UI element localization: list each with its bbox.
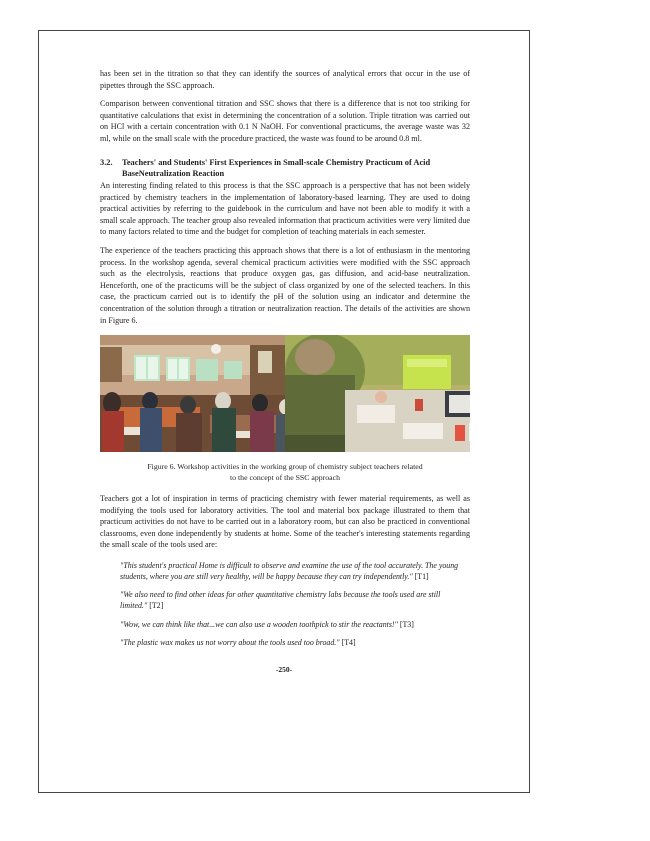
page-content <box>100 68 470 655</box>
quote-item <box>120 637 464 648</box>
quote-text: "This student's practical Home is difficult to observe and examine the use of the tool accurately. The young students, where you are still very healthy, will be happy because they can try independently." <box>120 560 459 582</box>
quote-text: "The plastic wax makes us not worry about the tools used too broad." <box>120 637 340 647</box>
page-number: -250- <box>275 665 293 674</box>
caption-line-1: Figure 6. Workshop activities in the working group of chemistry subject teachers related <box>147 462 423 472</box>
workshop-photo-left <box>100 335 285 452</box>
paragraph-continued: has been set in the titration so that they can identify the sources of analytical errors that occur in the use of pipettes through the SSC approach. <box>100 69 470 90</box>
quote-text: "We also need to find other ideas for other quantitative chemistry labs because the tools used are still limited." <box>120 590 441 611</box>
quote-text: "Wow, we can think like that...we can also use a wooden toothpick to stir the reactants!" <box>120 619 398 629</box>
section-title: Teachers' and Students' First Experiences in Small-scale Chemistry Practicum of Acid BaseNeutralization Reaction <box>122 157 431 178</box>
figure-caption <box>100 462 470 483</box>
quote-tag: [T1] <box>414 572 429 582</box>
quote-item <box>120 589 464 611</box>
paragraph-finding: An interesting finding related to this process is that the SSC approach is a perspective that has not been widely practiced by chemistry teachers in the implementation of laboratory-based learning. They are used to doing practical activities by referring to the guidebook in the curriculum and have not been able to modify it with a small scale approach. The teacher group also revealed information that practicum activities were very limited due to many factors related to time and the budget for completion of teaching materials in each semester. <box>100 180 470 237</box>
teacher-quotes <box>100 560 470 648</box>
section-number: 3.2. <box>100 157 113 167</box>
paragraph-experience: The experience of the teachers practicing this approach shows that there is a lot of enthusiasm in the mentoring process. In the workshop agenda, several chemical practicum activities were modified with the SSC approach such as the electrolysis, reactions that produce oxygen gas, gas diffusion, and acid-base neutralization. Henceforth, one of the practicums will be the subject of class organized by one of the selected teachers. In this case, the practicum carried out is to identify the pH of the solution using an indicator and determine the concentration of the solution through a titration or neutralization reaction. The details of the activities are shown in Figure 6. <box>100 245 470 325</box>
paragraph-inspiration: Teachers got a lot of inspiration in terms of practicing chemistry with fewer material requirements, as well as modifying the tools used for laboratory activities. The tool and material box package illustrated to them that practicum activities do not have to be carried out in a laboratory room, but can also be practiced in conventional classrooms, even done independently by students at home. Some of the teacher's interesting statements regarding the small scale of the tools used are: <box>100 493 470 550</box>
section-heading <box>100 157 470 179</box>
workshop-photo-right <box>285 335 470 452</box>
paragraph-comparison: Comparison between conventional titration and SSC shows that there is a difference that is not too striking for quantitative calculations that exist in determining the concentration of a solution. Triple titration was carried out on HCl with a certain concentration with 0.1 N NaOH. For conventional practicums, the average waste was 32 ml, while on the small scale with the procedure practiced, the waste was found to be around 0.8 ml. <box>100 99 470 143</box>
quote-item <box>120 619 464 630</box>
figure-6 <box>100 335 470 452</box>
quote-tag: [T3] <box>399 619 414 629</box>
quote-tag: [T4] <box>341 637 356 647</box>
document-page <box>38 30 530 793</box>
caption-line-2: to the concept of the SSC approach <box>230 472 340 482</box>
quote-tag: [T2] <box>149 601 164 611</box>
quote-item <box>120 560 464 582</box>
